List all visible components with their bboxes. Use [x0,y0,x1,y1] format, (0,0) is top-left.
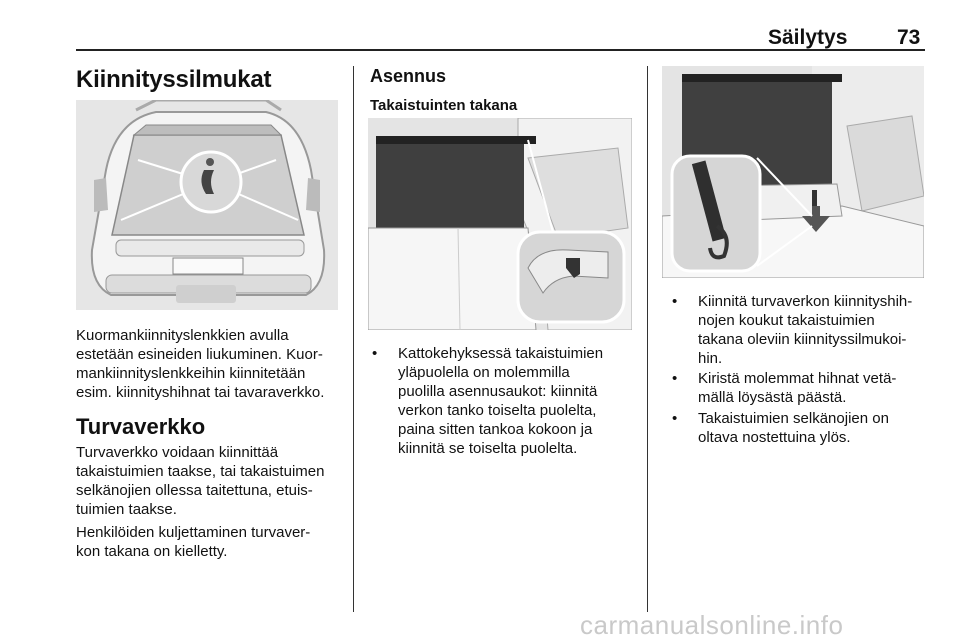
illustration-net-hook-anchor [662,66,924,278]
intro-paragraph: Kuormankiinnityslenkkien avulla estetään esineiden liukuminen. Kuor- mankiinnityslenkkeihin kiinnitetään esim. kiinnityshihnat tai tavaraverkko. [76,327,325,401]
column-divider-2 [647,66,648,612]
subsection-title-installation: Asennus [370,66,447,86]
section-title-safety-net: Turvaverkko [76,414,206,439]
section-title-anchor-points: Kiinnityssilmukat [76,66,272,93]
bullet-text: Kattokehyksessä takaistuimien yläpuolella on molemmilla puolilla asennusaukot: kiinnitä verkon tanko toiselta puolelta, paina sitten tankoa kokoon ja kiinnitä se toiselta puolelta. [398,345,604,457]
safety-net-paragraph-2: Henkilöiden kuljettaminen turvaver- kon takana on kielletty. [76,524,311,560]
bullet-item [372,344,642,464]
bullet-text: Takaistuimien selkänojien on oltava nostettuina ylös. [698,410,889,446]
safety-net-paragraph-1: Turvaverkko voidaan kiinnittää takaistuimien taakse, tai takaistuimen selkänojien ollessa taitettuna, etuis- tuimien taakse. [76,444,325,518]
header-section-title: Säilytys [768,26,848,49]
bullet-dot: • [672,370,678,387]
page-number: 73 [897,26,921,49]
watermark: carmanualsonline.info [580,610,844,640]
bullet-item [672,409,932,449]
bullet-dot: • [372,345,378,362]
bullet-dot: • [672,410,678,427]
illustration-net-roof-mount [368,118,632,330]
subsection-subtitle-behind-rear-seats: Takaistuinten takana [370,97,518,114]
bullet-item [672,369,932,409]
header-rule [76,49,925,51]
column-divider-1 [353,66,354,612]
illustration-car-rear-anchor-points [76,100,338,310]
bullet-text: Kiristä molemmat hihnat vetä- mällä löysästä päästä. [698,370,897,406]
bullet-item [672,292,932,372]
bullet-dot: • [672,293,678,310]
bullet-text: Kiinnitä turvaverkon kiinnityshih- nojen koukut takaistuimien takana oleviin kiinnityssilmukoi- hin. [698,293,913,367]
